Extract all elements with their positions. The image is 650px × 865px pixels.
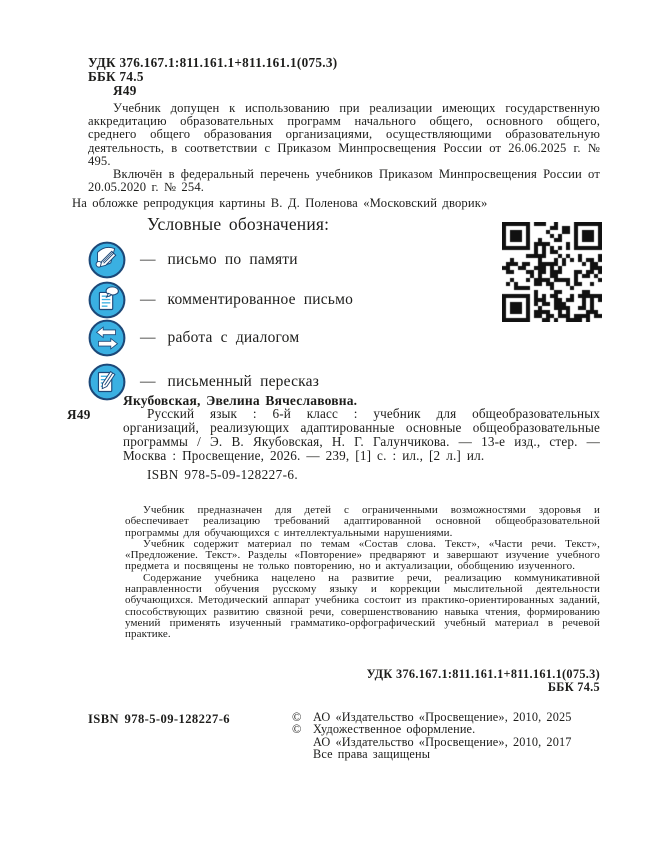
copyright-text: АО «Издательство «Просвещение», 2010, 2017 [313, 734, 572, 749]
commented-writing-icon [88, 281, 126, 319]
legend-dash: — [140, 373, 156, 390]
legend-dash: — [140, 329, 156, 346]
legend-title: Условные обозначения: [147, 214, 330, 234]
federal-list-paragraph: Включён в федеральный перечень учебников Приказом Минпросвещения России от 20.05.2020 г. № 254. [88, 167, 600, 195]
catalog-description: Русский язык : 6-й класс : учебник для общеобразовательных организаций, реализующих адаптированные основные общеобразовательные программы / Э. В. Якубовская, Н. Г. Галунчикова. — 13-е изд., стер. — Москва : Просвещение, 2026. — 239, [1] с. : ил., [2 л.] ил. [123, 406, 600, 463]
copyright-text: АО «Издательство «Просвещение», 2010, 2025 [313, 710, 572, 724]
bbk-code: ББК 74.5 [88, 69, 144, 84]
legend-label: письмо по памяти [167, 251, 298, 268]
dialog-work-icon [88, 319, 126, 357]
memory-writing-icon [88, 241, 126, 279]
udk-code: УДК 376.167.1:811.161.1+811.161.1(075.3) [88, 55, 338, 70]
annotation-paragraph: Учебник предназначен для детей с ограниченными возможностями здоровья и обеспечивает реализацию требований адаптированной основной общеобразовательной программы для обучающихся с интеллектуальными нарушениями. [125, 504, 600, 539]
copyright-block [292, 711, 572, 761]
author-sign-code: Я49 [113, 83, 137, 98]
annotation-paragraph: Учебник содержит материал по темам «Состав слова. Текст», «Части речи. Текст», «Предложение. Текст». Разделы «Повторение» предваряют и завершают изучение учебного предмета и посвящены не только повторению, но и актуализации, обобщению изученного. [125, 537, 600, 573]
copyright-line [292, 748, 572, 760]
legend-label: работа с диалогом [167, 329, 300, 346]
legend-item-dialog-work [88, 319, 299, 357]
legend-item-commented-writing [88, 281, 353, 319]
bbk-code-bottom: ББК 74.5 [547, 679, 600, 694]
catalog-isbn: ISBN 978-5-09-128227-6. [147, 467, 299, 482]
top-codes-block [88, 56, 337, 98]
legend-dash: — [140, 251, 156, 268]
copyright-symbol [292, 736, 313, 748]
approval-paragraph: Учебник допущен к использованию при реализации имеющих государственную аккредитацию образовательных программ начального общего, основного общего, среднего общего образования организациями, осуществляющими образовательную деятельность, в соответствии с Приказом Минпросвещения России от 26.06.2025 г. № 495. [88, 101, 600, 168]
copyright-symbol: © [292, 710, 302, 724]
isbn-bottom: ISBN 978-5-09-128227-6 [88, 712, 230, 726]
copyright-symbol: © [292, 722, 302, 737]
copyright-symbol [292, 748, 313, 760]
udk-code-bottom: УДК 376.167.1:811.161.1+811.161.1(075.3) [366, 667, 600, 681]
cover-note: На обложке репродукция картины В. Д. Поленова «Московский дворик» [72, 196, 488, 210]
legend-item-memory-writing [88, 241, 298, 279]
copyright-text: Художественное оформление. [313, 722, 476, 737]
catalog-author: Якубовская, Эвелина Вячеславовна. [123, 393, 358, 408]
copyright-line [292, 723, 572, 735]
qr-code [502, 222, 602, 322]
catalog-card-block [123, 407, 600, 482]
written-retelling-icon [88, 363, 126, 401]
legend-label: письменный пересказ [167, 373, 320, 390]
annotation-block [125, 505, 600, 641]
copyright-text: Все права защищены [313, 747, 431, 762]
legend-label: комментированное письмо [167, 291, 354, 308]
bottom-codes-block [280, 668, 600, 693]
legend-dash: — [140, 291, 156, 308]
catalog-author-code: Я49 [67, 407, 91, 422]
annotation-paragraph: Содержание учебника нацелено на развитие речи, реализацию коммуникативной направленности обучения русскому языку и коррекции мыслительной деятельности обучающихся. Методический аппарат учебника состоит из практико-ориентированных заданий, способствующих развитию связной речи, совершенствованию навыка чтения, формированию умений применять изученный грамматико-орфографический учебный материал в речевой практике. [125, 571, 600, 641]
